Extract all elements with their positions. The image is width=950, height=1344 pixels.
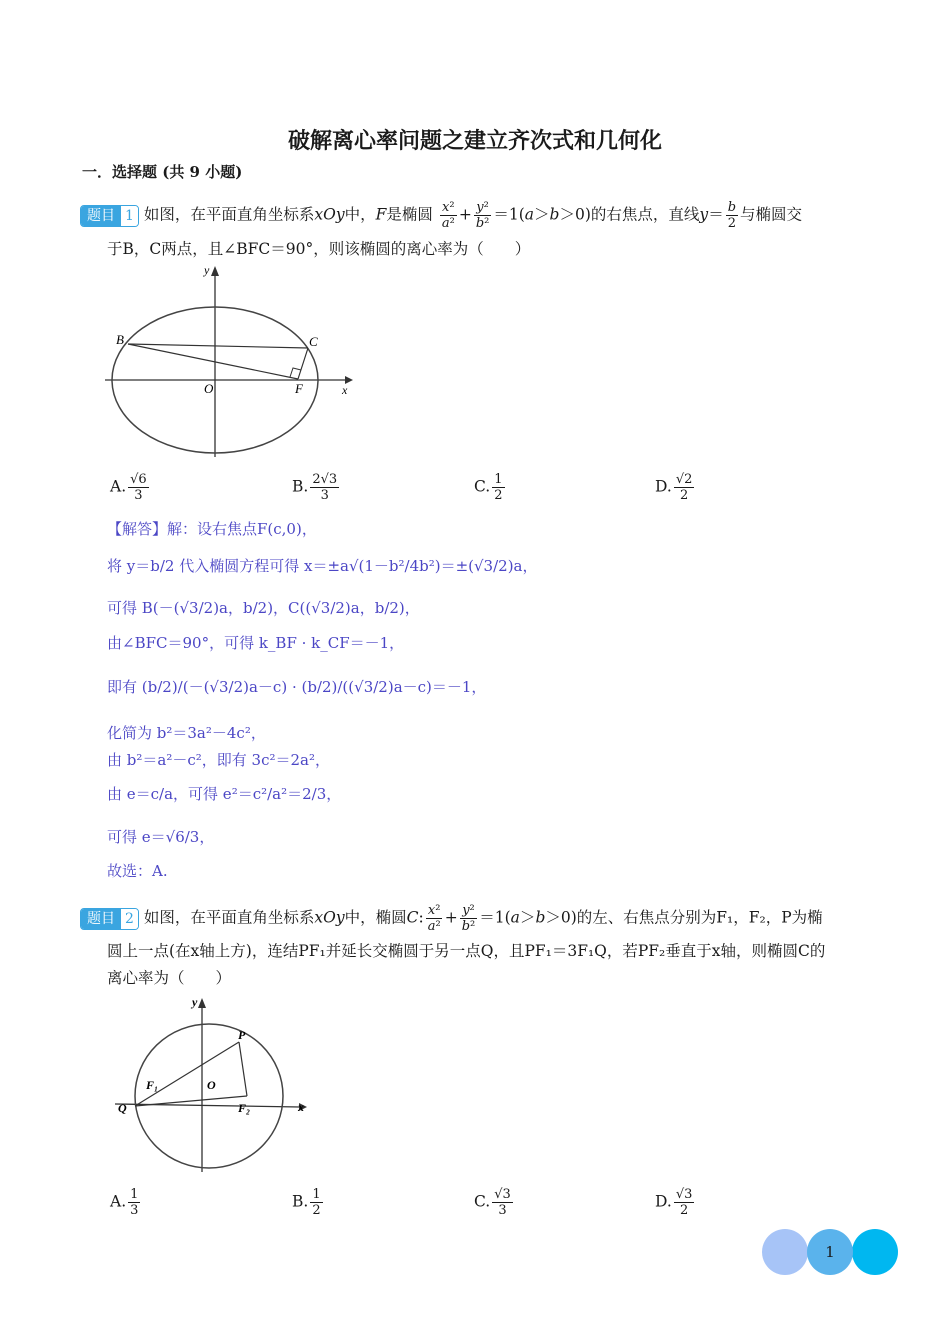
- problem-2-line-3: 离心率为（ ）: [107, 969, 232, 987]
- fig2-q-label: Q: [118, 1101, 127, 1115]
- fig2-f2-label: F₂: [238, 1101, 251, 1115]
- page-number-badge: 1: [807, 1229, 853, 1275]
- problem-2-line-2: 圆上一点(在x轴上方)，连结PF₁并延长交椭圆于另一点Q，且PF₁＝3F₁Q，若PF₂垂直于x轴，则椭圆C的: [107, 942, 826, 960]
- solution-line-3: 可得 B(－(√3/2)a，b/2)，C((√3/2)a，b/2)，: [107, 599, 420, 617]
- solution-line-5: 即有 (b/2)/(－(√3/2)a－c) · (b/2)/((√3/2)a－c)＝－1，: [107, 678, 487, 696]
- fig1-x-label: x: [342, 383, 348, 397]
- p2-option-b[interactable]: B. $\frac{1}{2}$: [292, 1187, 321, 1218]
- p1-option-a[interactable]: A. $\frac{√6}{3}$: [110, 472, 147, 503]
- solution-line-2: 将 y＝b/2 代入椭圆方程可得 x＝±a√(1－b²/4b²)＝±(√3/2)a，: [107, 557, 538, 575]
- solution-line-10: 故选：A.: [107, 862, 168, 880]
- fig1-b-label: B: [116, 332, 124, 347]
- fig1-c-label: C: [309, 334, 318, 349]
- fig2-o-label: O: [207, 1078, 216, 1092]
- fig2-x-label: x: [298, 1100, 304, 1114]
- section-heading: 一．选择题 (共 9 小题): [82, 163, 243, 181]
- fig1-f-label: F: [295, 381, 303, 396]
- fig1-y-label: y: [204, 263, 210, 277]
- solution-line-4: 由∠BFC＝90°，可得 k_BF · k_CF＝－1，: [107, 634, 405, 652]
- solution-line-9: 可得 e＝√6/3，: [107, 828, 215, 846]
- p2-option-d[interactable]: D. $\frac{√3}{2}$: [655, 1187, 693, 1218]
- page-title: 破解离心率问题之建立齐次式和几何化: [287, 128, 662, 154]
- fig2-y-label: y: [192, 995, 198, 1009]
- figure-2-ellipse: [110, 992, 320, 1174]
- problem-badge: 题目 1: [80, 205, 139, 227]
- page-decoration-circle: [852, 1229, 898, 1275]
- solution-line-6: 化简为 b²＝3a²－4c²，: [107, 724, 266, 742]
- problem-1-line-2: 于B，C两点，且∠BFC＝90°，则该椭圆的离心率为（ ）: [107, 240, 531, 258]
- page-decoration-circle: [762, 1229, 808, 1275]
- p2-option-a[interactable]: A. $\frac{1}{3}$: [110, 1187, 139, 1218]
- solution-line-1: 【解答】解：设右焦点F(c,0)，: [107, 520, 317, 538]
- problem-badge: 题目 2: [80, 908, 139, 930]
- p1-option-c[interactable]: C. $\frac{1}{2}$: [474, 472, 503, 503]
- solution-line-8: 由 e＝c/a，可得 e²＝c²/a²＝2/3，: [107, 785, 342, 803]
- p1-option-d[interactable]: D. $\frac{√2}{2}$: [655, 472, 693, 503]
- p2-option-c[interactable]: C. $\frac{√3}{3}$: [474, 1187, 511, 1218]
- fig1-o-label: O: [204, 381, 214, 396]
- solution-line-7: 由 b²＝a²－c²，即有 3c²＝2a²，: [107, 751, 330, 769]
- problem-1-line-1: 题目 1 如图，在平面直角坐标系xOy中，F是椭圆 $\frac{\text{x²}}{\text{a²}}$ + $\frac{\text{y²}}{\text{b²}}$ ＝1(a＞b＞0)的右焦点，直线y＝ $\frac{b}{2}$ 与椭圆交: [80, 200, 802, 231]
- p1-option-b[interactable]: B. $\frac{2√3}{3}$: [292, 472, 338, 503]
- fig2-f1-label: F₁: [146, 1078, 159, 1092]
- figure-1-ellipse: [100, 262, 370, 462]
- fig2-p-label: P: [238, 1028, 246, 1042]
- problem-2-line-1: 题目 2 如图，在平面直角坐标系xOy中，椭圆C: $\frac{\text{x²}}{\text{a²}}$ + $\frac{\text{y²}}{\text{b²}}$ ＝1(a＞b＞0)的左、右焦点分别为F₁，F₂，P为椭: [80, 903, 823, 934]
